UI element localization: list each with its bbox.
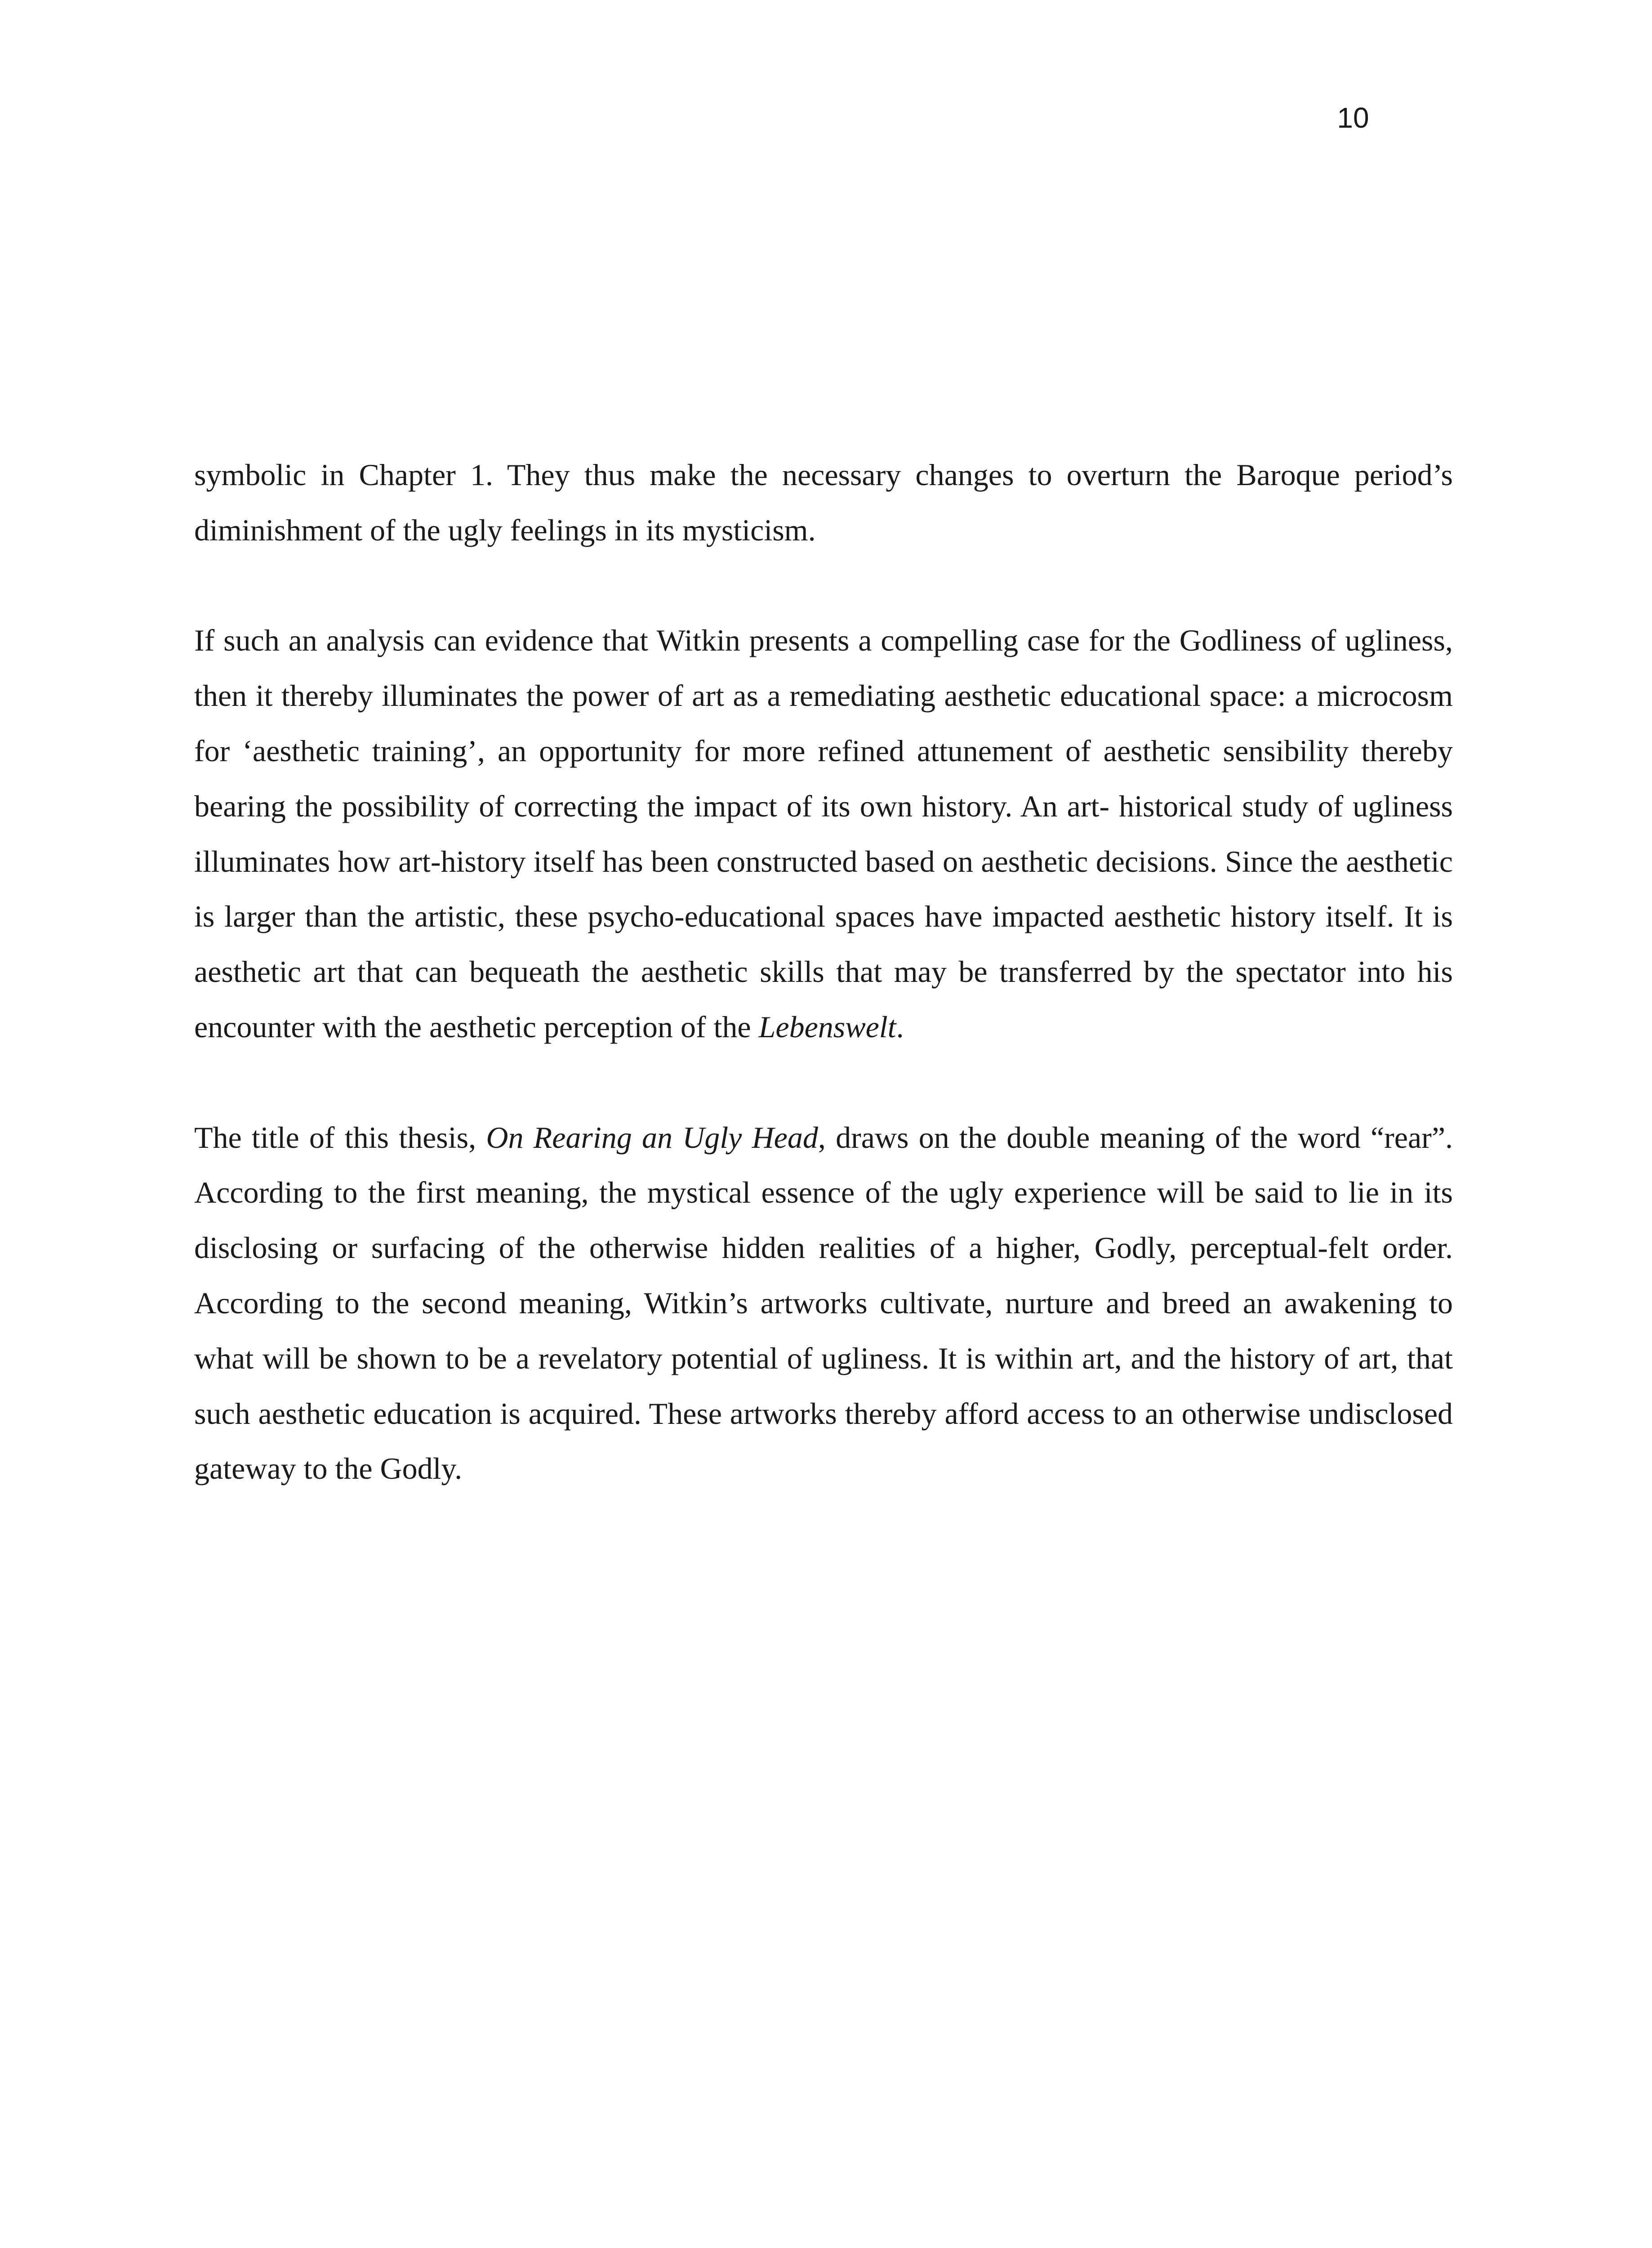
paragraph-2 (194, 613, 1453, 1054)
paragraph-line: If such an analysis can evidence that Witkin presents a compelling case for the Godliness of (194, 623, 1336, 658)
paragraph-line: have impacted aesthetic history itself. It is aesthetic art that can bequeath the aesthetic skills that (194, 899, 1453, 989)
paragraph-lead-end: , draws on the double meaning of the word “rear”. (818, 1120, 1453, 1155)
paragraph-line: a microcosm for ‘aesthetic training’, an opportunity for more refined attunement of aesthetic (194, 678, 1453, 768)
paragraph-line-end: . (896, 1009, 904, 1044)
paragraph-line: history of art, that such aesthetic education is acquired. These artworks thereby afford access to an (194, 1341, 1453, 1431)
paragraph-line: historical study of ugliness illuminates how art-history itself has been constructed based on (194, 789, 1453, 879)
paragraph-line: According to the first meaning, the mystical essence of the ugly experience will be said to lie in (194, 1175, 1414, 1210)
paragraph-line: its disclosing or surfacing of the otherwise hidden realities of a higher, Godly, perceptual-felt (194, 1175, 1453, 1265)
thesis-title: On Rearing an Ugly Head (486, 1120, 818, 1155)
page-number: 10 (1337, 102, 1369, 134)
paragraph-line: sensibility thereby bearing the possibility of correcting the impact of its own history. An art- (194, 733, 1453, 823)
paragraph-line: aesthetic decisions. Since the aesthetic is larger than the artistic, these psycho-educational spaces (194, 844, 1453, 934)
paragraph-line: ugliness, then it thereby illuminates the power of art as a remediating aesthetic educational space: (194, 623, 1453, 713)
paragraph-line: otherwise undisclosed gateway to the Godly. (194, 1396, 1453, 1486)
italic-term: Lebenswelt (758, 1009, 896, 1044)
paragraph-line: symbolic in Chapter 1. They thus make the necessary changes to overturn the Baroque period’s (194, 458, 1453, 492)
body-text (194, 447, 1453, 1496)
paragraph-line: may be transferred by the spectator into his encounter with the aesthetic perception of the (194, 955, 1453, 1044)
paragraph-line: order. According to the second meaning, Witkin’s artworks cultivate, nurture and breed an (194, 1231, 1453, 1320)
paragraph-1 (194, 447, 1453, 558)
paragraph-3 (194, 1110, 1453, 1497)
paragraph-lead: The title of this thesis, (194, 1120, 486, 1155)
paragraph-line: diminishment of the ugly feelings in its mysticism. (194, 513, 816, 547)
paragraph-line: awakening to what will be shown to be a revelatory potential of ugliness. It is within art, and the (194, 1285, 1453, 1375)
